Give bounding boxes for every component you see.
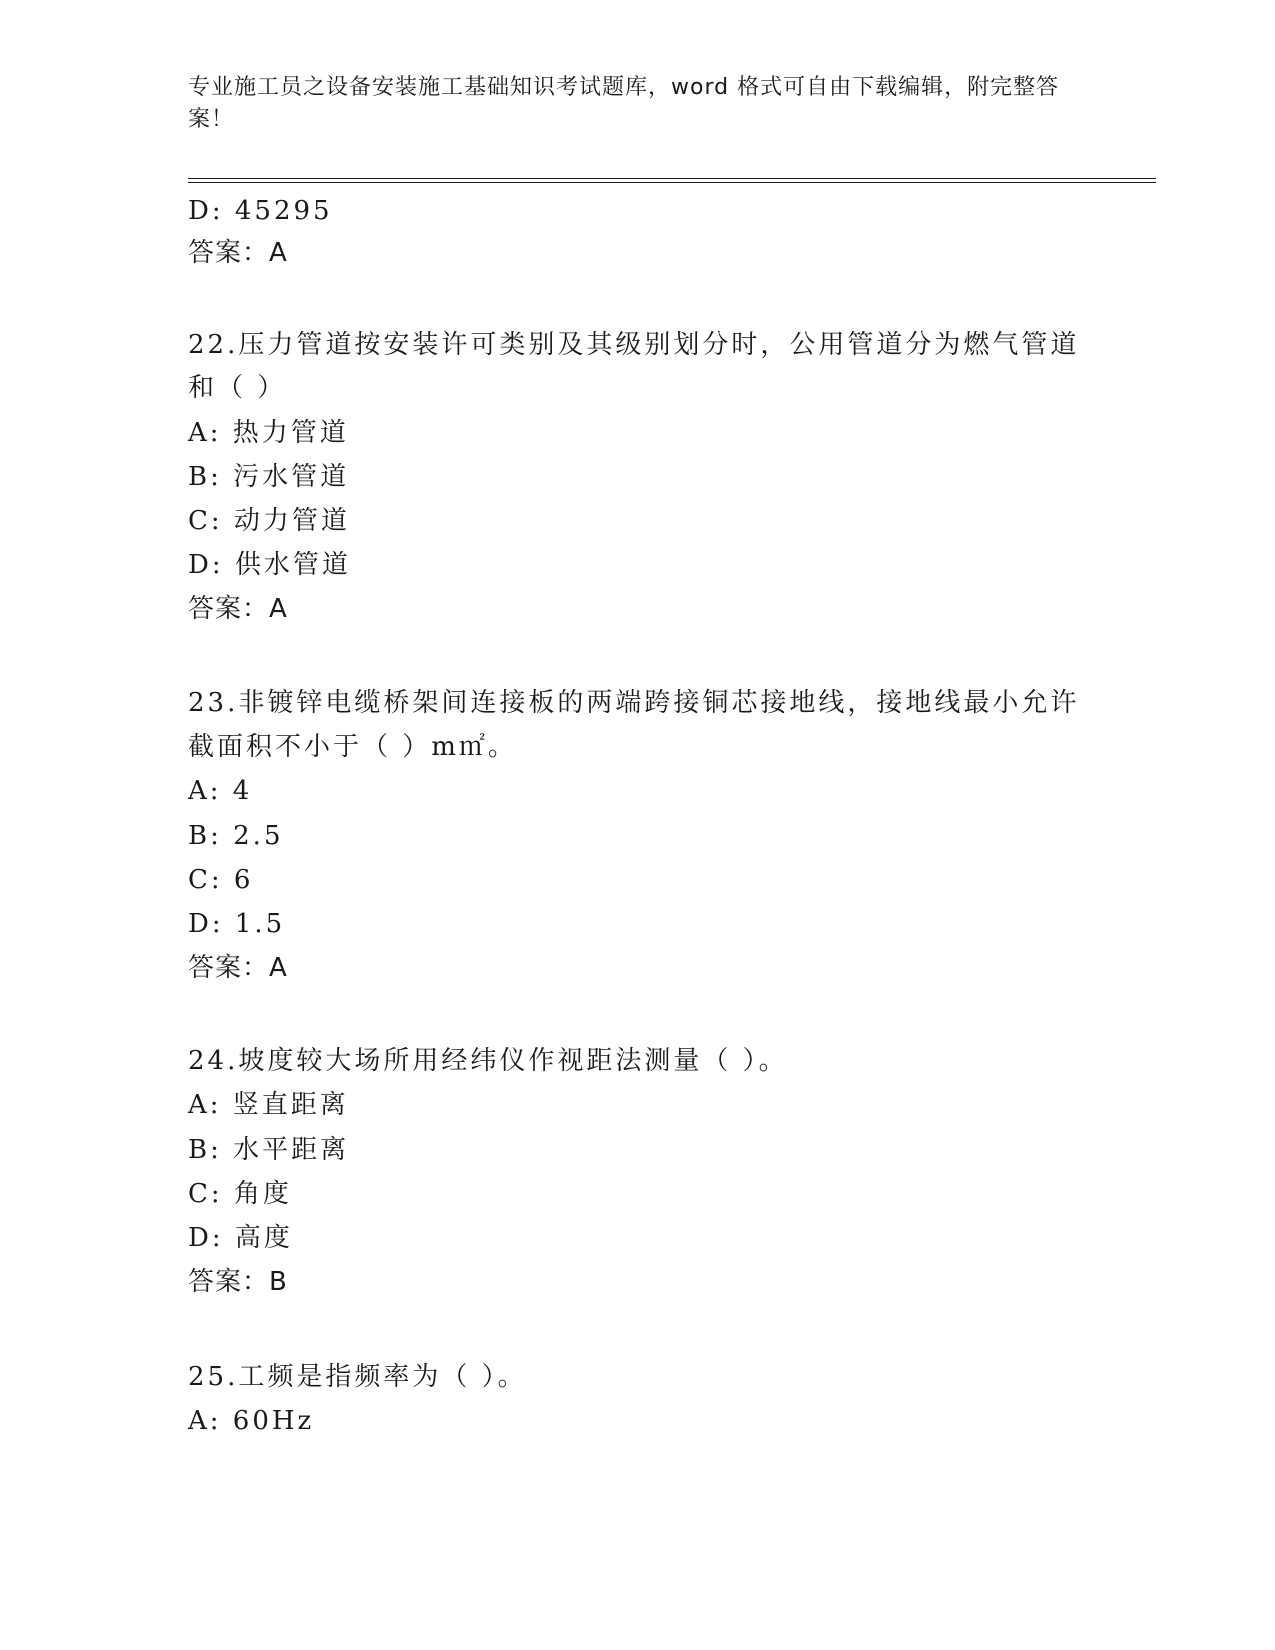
q24-answer: 答案：B (188, 1267, 288, 1297)
q22-option-a: A: 热力管道 (188, 418, 349, 448)
q24-option-b: B: 水平距离 (188, 1135, 350, 1165)
q23-option-b: B: 2.5 (188, 821, 284, 851)
q22-option-d: D: 供水管道 (188, 550, 351, 580)
q24-stem-line1: 24.坡度较大场所用经纬仪作视距法测量（ ）。 (188, 1046, 788, 1076)
q23-stem-line1: 23.非镀锌电缆桥架间连接板的两端跨接铜芯接地线，接地线最小允许 (188, 688, 1080, 718)
q23-stem-line2: 截面积不小于（ ）m㎡。 (188, 732, 517, 762)
prev-answer: 答案：A (188, 238, 288, 268)
q24-option-a: A: 竖直距离 (188, 1090, 349, 1120)
prev-option-d: D: 45295 (188, 196, 333, 226)
q23-option-d: D: 1.5 (188, 909, 286, 939)
q23-option-c: C: 6 (188, 865, 254, 895)
q24-option-d: D: 高度 (188, 1223, 293, 1253)
q22-option-b: B: 污水管道 (188, 462, 350, 492)
q22-option-c: C: 动力管道 (188, 506, 350, 536)
q25-option-a: A: 60Hz (188, 1406, 315, 1436)
q22-stem-line1: 22.压力管道按安装许可类别及其级别划分时，公用管道分为燃气管道 (188, 330, 1080, 360)
q24-option-c: C: 角度 (188, 1179, 292, 1209)
q22-stem-line2: 和（ ） (188, 373, 287, 403)
q22-answer: 答案：A (188, 594, 288, 624)
q25-stem-line1: 25.工频是指频率为（ ）。 (188, 1362, 527, 1392)
header-rule-bottom (188, 182, 1156, 183)
document-header: 专业施工员之设备安装施工基础知识考试题库，word 格式可自由下载编辑，附完整答案！ (188, 75, 1060, 132)
header-rule-top (188, 178, 1156, 179)
q23-answer: 答案：A (188, 953, 288, 983)
q23-option-a: A: 4 (188, 776, 253, 806)
